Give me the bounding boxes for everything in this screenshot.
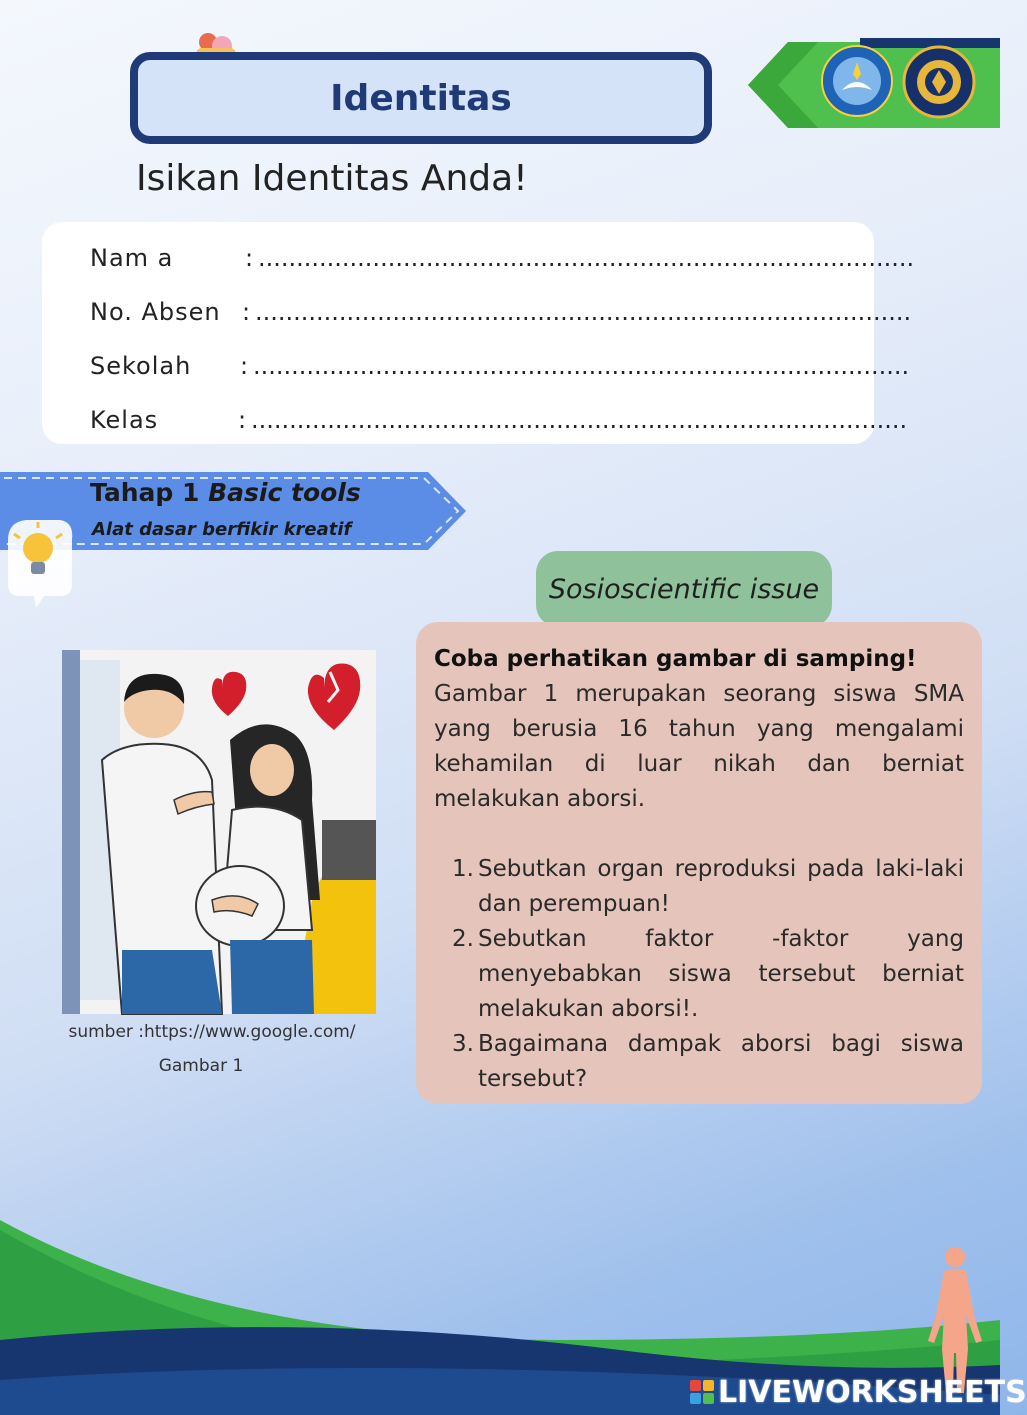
question-number: 3. [452,1031,474,1057]
title-box [130,52,712,144]
field-colon: : [238,406,248,434]
question-text: Sebutkan organ reproduksi pada laki-laki dan perempuan! [478,856,964,917]
question-number: 1. [452,856,474,882]
question-item [434,922,964,1027]
form-instruction: Isikan Identitas Anda! [136,158,528,199]
question-intro: Gambar 1 merupakan seorang siswa SMA yang berusia 16 tahun yang mengalami kehamilan di luar nikah dan berniat melakukan aborsi. [434,681,964,812]
issue-label: Sosioscientific issue [536,551,832,627]
field-label: No. Absen [90,298,221,326]
field-colon: : [242,298,252,326]
stage-title [90,478,361,507]
identity-row-school [90,352,910,380]
question-heading: Coba perhatikan gambar di samping! [434,646,917,672]
identity-card [42,222,915,444]
lightbulb-icon [0,500,80,610]
question-card [416,622,982,1104]
tut-wuri-handayani-logo-icon [820,44,894,118]
absen-input[interactable]: ...................................................................................... [255,298,912,326]
class-input[interactable]: ...................................................................................... [251,406,908,434]
question-number: 2. [452,926,474,952]
figure-caption: Gambar 1 [158,1056,244,1076]
field-label: Sekolah [90,352,192,380]
school-input[interactable]: ...................................................................................... [253,352,910,380]
stage-prefix: Tahap 1 [90,478,200,507]
identity-row-name [90,244,915,272]
identity-row-absen [90,298,912,326]
stage-name: Basic tools [208,478,361,507]
question-item [434,1027,964,1097]
image-source: sumber :https://www.google.com/ [68,1022,356,1042]
field-label: Nam a [90,244,174,272]
liveworksheets-mark-icon [690,1380,714,1404]
field-colon: : [245,244,255,272]
question-item [434,852,964,922]
identity-row-class [90,406,908,434]
illustration-image [62,650,376,1014]
page-title: Identitas [330,77,512,119]
brand-name: LIVEWORKSHEETS [718,1374,1027,1410]
question-text: Sebutkan faktor -faktor yang menyebabkan siswa tersebut berniat melakukan aborsi!. [478,926,964,1022]
university-logo-icon [902,44,976,120]
human-body-icon [920,1245,990,1395]
name-input[interactable]: ...................................................................................... [258,244,915,272]
stage-subtitle: Alat dasar berfikir kreatif [92,519,352,540]
liveworksheets-logo [690,1375,1027,1409]
question-text: Bagaimana dampak aborsi bagi siswa tersebut? [478,1031,964,1092]
field-colon: : [240,352,250,380]
question-list [434,852,964,1097]
field-label: Kelas [90,406,159,434]
